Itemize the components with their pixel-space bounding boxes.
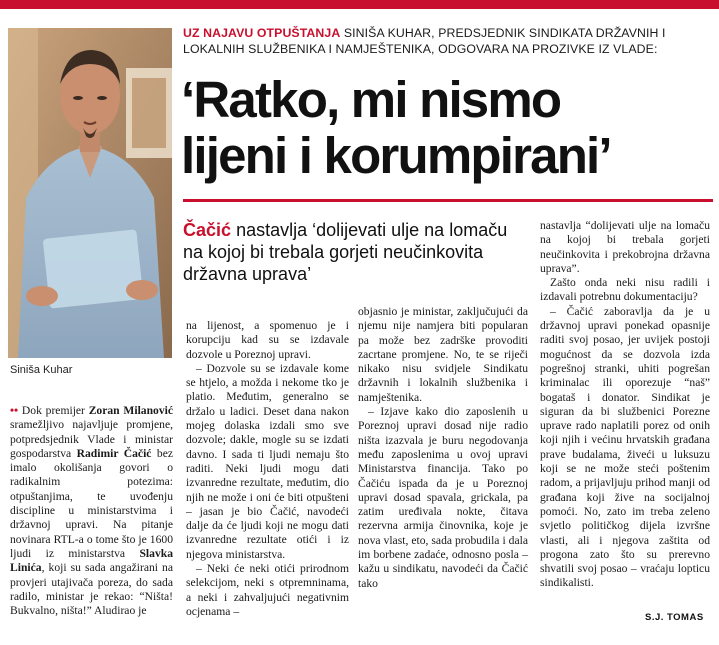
person-name: Slavka Linića — [10, 546, 173, 575]
headline-line-2: lijeni i korumpirani’ — [181, 127, 611, 184]
text-run: Dok premijer — [18, 404, 89, 417]
body-column-2 — [186, 319, 349, 619]
byline: S.J. TOMAS — [645, 612, 704, 623]
headline-rule — [183, 199, 713, 202]
photo-caption: Siniša Kuhar — [10, 364, 73, 376]
person-name: Zoran Milanović — [88, 404, 173, 417]
body-paragraph: – Čačić zaboravlja da je u državnoj upravi ponekad opasnije raditi svoj posao, jer uvijek postoji mogućnost da se dozvola izda pogrešnoj stranki, uhiti pogrešan kriminalac ili oporezuje “naš” bogataš i donator. Sindikat je siguran da bi službenici Porezne uprave rado naplatili porez od onih koji njih i većinu hrvatskih građana prave budalama, živeći u luksuzu koji se ne može steći poštenim radom, a prijavljuju prihod manji od građana koji žive na socijalnoj pomoći. No, zato im treba zeleno svjetlo političkog dijela izvršne vlasti, ali i njegova zaštita od progona zato što su prerevno shvatili svoj posao – vraćaju lopticu sindikalisti. — [540, 304, 710, 590]
body-column-4 — [540, 219, 710, 591]
body-paragraph: – Neki će neki otići prirodnom selekcijom, neki s otpremninama, a neki i zahvaljujući negativnim ocjenama – — [186, 562, 349, 618]
headline-line-1: ‘Ratko, mi nismo — [181, 71, 561, 128]
body-paragraph: – Izjave kako dio zaposlenih u Poreznoj upravi dosad nije radio ništa izazvala je buru negodovanja među zaposlenima u ovoj upravi Ministarstva financija. Tako po Čačiću ispada da je u Poreznoj upravi dosad spavala, grickala, pa zatim uređivala nokte, čitava rezervna armija činovnika, koje je nova vlast, eto, sada probudila i dala im borbene zadaće, odnosno posla – kažu u sindikatu, navodeći da Čačić tako — [358, 405, 528, 590]
body-paragraph — [10, 404, 173, 618]
lead-paragraph — [183, 219, 528, 285]
portrait-illustration — [8, 28, 172, 358]
headline — [181, 72, 716, 184]
bullet-dots: •• — [10, 404, 19, 417]
body-column-1 — [10, 404, 173, 618]
kicker-text: SINIŠA KUHAR, PREDSJEDNIK SINDIKATA DRŽAVNIH I LOKALNIH SLUŽBENIKA I NAMJEŠTENIKA, ODGOVARA NA PROZIVKE IZ VLADE: — [183, 26, 666, 56]
body-paragraph: objasnio je ministar, zaključujući da njemu nije namjera biti popularan pa može bez zadrške provoditi zacrtane promjene. No, te se riječi nikako nisu svidjele Sindikatu državnih i lokalnih službenika i namještenika. — [358, 305, 528, 404]
text-run: sramežljivo najavljuje promjene, potpredsjednik Vlade i ministar gospodarstva — [10, 418, 173, 460]
lead-name: Čačić — [183, 220, 232, 240]
person-name: Radimir Čačić — [76, 446, 152, 460]
body-paragraph: na lijenost, a spomenuo je i korupciju kad su se izdavale dozvole u Poreznoj upravi. — [186, 319, 349, 361]
text-run: bez imalo okolišanja govori o radikalnim potezima: otpuštanjima, te uvođenju discipline u ministarstvima i državnoj upravi. Na pitanje novinara RTL-a o tome što je 1600 ljudi iz ministarstva — [10, 446, 173, 560]
body-paragraph: – Dozvole su se izdavale kome se htjelo, a možda i nekome tko je platio. Međutim, generalno se držalo u ladici. Deset dana nakon mojeg dolaska izdali smo sve dozvole; dakle, mogle su se izdati davno. I sada ti ljudi nemaju što raditi. Neki ljudi mogu dati izvanredne rezultate, međutim, dio njih ne može i oni će biti otpušteni – jasan je bio Čačić, navodeći dalje da će ljudi koji ne mogu dati izvanredne rezultate otići i iz njegova ministarstva. — [186, 361, 349, 561]
kicker-label: UZ NAJAVU OTPUŠTANJA — [183, 26, 341, 40]
body-column-3 — [358, 305, 528, 591]
top-red-bar — [0, 0, 719, 9]
lead-text: nastavlja ‘dolijevati ulje na lomaču na kojoj bi trebala gorjeti neučinkovita državna uprava’ — [183, 220, 508, 284]
kicker — [183, 25, 713, 57]
text-run: , koji su sada angažirani na provjeri utajivača poreza, do sada radilo, ministar je rekao: “Ništa! Bukvalno, ništa!” Aludirao je — [10, 561, 173, 618]
portrait-photo — [8, 28, 172, 358]
body-paragraph: nastavlja “dolijevati ulje na lomaču na kojoj bi trebala gorjeti neučinkovita i prekobrojna državna uprava”. — [540, 219, 710, 275]
body-paragraph: Zašto onda neki nisu radili i izdavali potrebnu dokumentaciju? — [540, 276, 710, 304]
